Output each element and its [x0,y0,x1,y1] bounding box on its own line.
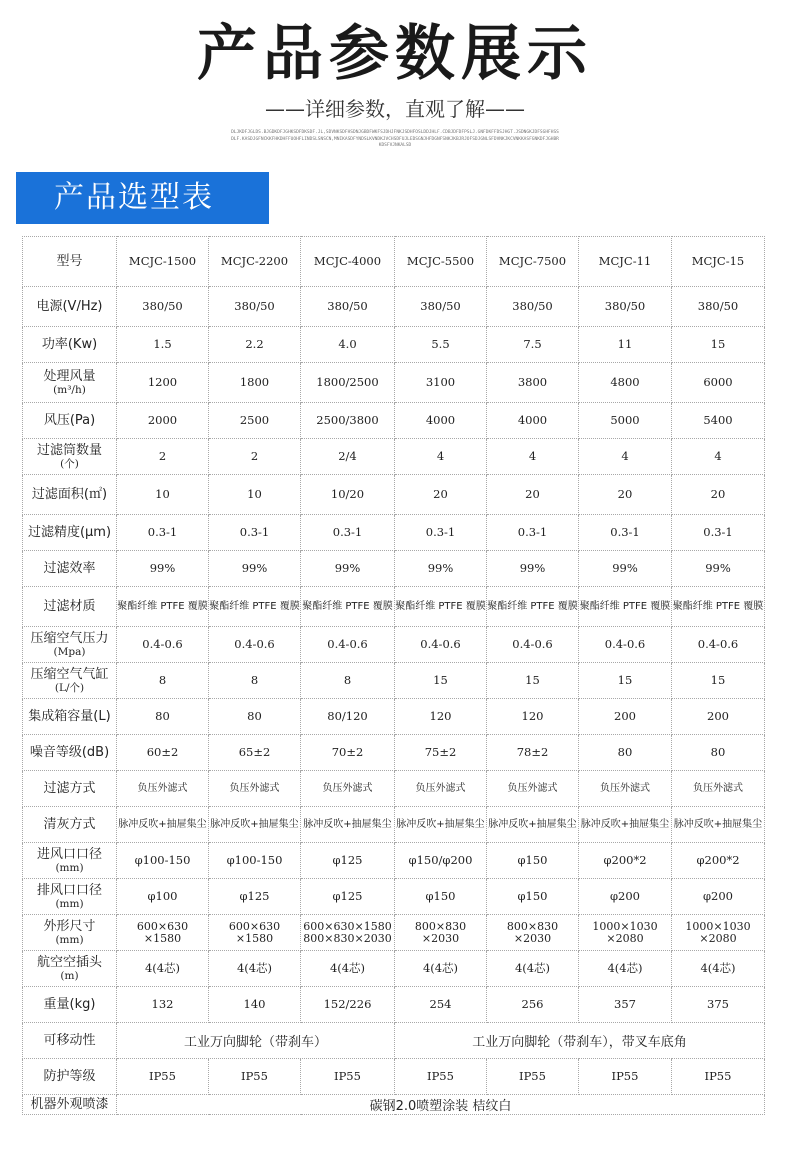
row-label [23,699,117,735]
table-cell: 5400 [672,403,765,439]
spec-table [22,236,765,1115]
table-cell: 99% [395,551,487,587]
row-label-unit: (m³/h) [53,384,86,396]
table-cell: 0.4-0.6 [117,627,209,663]
row-label-unit: (mm) [55,898,84,910]
table-cell: φ200 [672,879,765,915]
table-cell: 380/50 [579,287,672,327]
row-label-text: 过滤效率 [43,561,96,576]
table-row-mobility [23,1023,765,1059]
table-cell: 负压外滤式 [487,771,579,807]
table-cell: 聚酯纤维 PTFE 覆膜 [209,587,301,627]
table-row [23,699,765,735]
table-cell: 脉冲反吹+抽屉集尘 [395,807,487,843]
table-row [23,627,765,663]
table-cell: 脉冲反吹+抽屉集尘 [117,807,209,843]
table-row [23,951,765,987]
table-cell: 8 [301,663,395,699]
table-cell: φ100 [117,879,209,915]
table-cell: 1800/2500 [301,363,395,403]
table-cell: 78±2 [487,735,579,771]
row-label-text: 过滤材质 [43,599,96,614]
table-cell: 380/50 [487,287,579,327]
table-cell: 20 [395,475,487,515]
row-label [23,1095,117,1115]
section-badge: 产品选型表 [16,172,269,224]
row-label [23,627,117,663]
table-cell: 200 [672,699,765,735]
table-cell: 15 [395,663,487,699]
table-cell: φ100-150 [117,843,209,879]
table-cell: 脉冲反吹+抽屉集尘 [579,807,672,843]
table-cell: 10/20 [301,475,395,515]
table-row-protection [23,1059,765,1095]
table-cell: 80/120 [301,699,395,735]
table-cell: 脉冲反吹+抽屉集尘 [301,807,395,843]
table-cell: 4(4芯) [579,951,672,987]
table-cell: 4(4芯) [395,951,487,987]
table-cell: 99% [301,551,395,587]
row-label-text: 处理风量 [43,369,96,384]
table-cell: 600×630×1580 800×830×2030 [301,915,395,951]
row-label [23,735,117,771]
table-cell: 11 [579,327,672,363]
table-row [23,663,765,699]
row-label [23,327,117,363]
paint-value: 碳钢2.0喷塑涂装 桔纹白 [117,1095,765,1115]
table-cell: 0.4-0.6 [395,627,487,663]
table-cell: 20 [487,475,579,515]
page-subtitle: ——详细参数，直观了解—— [265,97,525,121]
table-cell: 4800 [579,363,672,403]
row-label-text: 机器外观喷漆 [30,1097,109,1112]
row-label-text: 清灰方式 [43,817,96,832]
model-name: MCJC-4000 [301,237,395,287]
row-label-text: 噪音等级(dB) [29,745,110,760]
table-cell: 4 [487,439,579,475]
table-cell: 3100 [395,363,487,403]
table-cell: 380/50 [301,287,395,327]
table-cell: 0.4-0.6 [301,627,395,663]
table-cell: φ200*2 [579,843,672,879]
table-cell: 1200 [117,363,209,403]
table-cell: 380/50 [395,287,487,327]
table-cell: 0.3-1 [395,515,487,551]
table-row [23,439,765,475]
table-cell: 75±2 [395,735,487,771]
page-title: 产品参数展示 [197,19,593,89]
model-name: MCJC-7500 [487,237,579,287]
table-cell: 80 [209,699,301,735]
table-cell: 8 [117,663,209,699]
table-cell: 99% [579,551,672,587]
table-row [23,879,765,915]
table-row [23,475,765,515]
table-cell: 负压外滤式 [301,771,395,807]
table-cell: 380/50 [117,287,209,327]
table-cell: 7.5 [487,327,579,363]
table-cell: 0.3-1 [209,515,301,551]
table-cell: 6000 [672,363,765,403]
row-label-unit: (mm) [55,862,84,874]
row-label-unit: (个) [60,458,79,470]
table-cell: 80 [117,699,209,735]
table-cell: 脉冲反吹+抽屉集尘 [209,807,301,843]
table-cell: 600×630 ×1580 [209,915,301,951]
table-cell: 254 [395,987,487,1023]
table-cell: 4(4芯) [209,951,301,987]
table-cell: 800×830 ×2030 [487,915,579,951]
table-cell: IP55 [395,1059,487,1095]
row-label [23,663,117,699]
table-header-row [23,237,765,287]
row-label [23,843,117,879]
row-label [23,951,117,987]
mobility-left: 工业万向脚轮（带刹车） [117,1023,395,1059]
table-cell: 80 [579,735,672,771]
table-row [23,987,765,1023]
table-cell: 2000 [117,403,209,439]
table-row [23,403,765,439]
model-name: MCJC-11 [579,237,672,287]
table-cell: φ150 [395,879,487,915]
row-label-text: 集成箱容量(L) [28,709,111,724]
row-label [23,551,117,587]
row-label [23,403,117,439]
row-label-text: 外形尺寸 [43,919,96,934]
table-cell: IP55 [301,1059,395,1095]
table-cell: 80 [672,735,765,771]
table-cell: 0.3-1 [301,515,395,551]
table-cell: 0.3-1 [672,515,765,551]
table-cell: IP55 [209,1059,301,1095]
table-cell: 0.4-0.6 [579,627,672,663]
model-name: MCJC-15 [672,237,765,287]
row-label [23,879,117,915]
table-cell: 4 [395,439,487,475]
row-label-unit: (m) [60,970,79,982]
table-cell: 152/226 [301,987,395,1023]
table-cell: 1000×1030 ×2080 [672,915,765,951]
table-cell: 20 [579,475,672,515]
row-label [23,287,117,327]
table-cell: 0.3-1 [487,515,579,551]
table-cell: 负压外滤式 [117,771,209,807]
table-cell: 2.2 [209,327,301,363]
table-cell: IP55 [117,1059,209,1095]
table-cell: 8 [209,663,301,699]
table-cell: 20 [672,475,765,515]
row-label [23,807,117,843]
table-cell: 15 [672,663,765,699]
table-cell: 4000 [395,403,487,439]
table-cell: 负压外滤式 [672,771,765,807]
row-label-unit: (Mpa) [53,646,86,658]
row-label-text: 风压(Pa) [43,413,96,428]
row-label [23,587,117,627]
table-cell: IP55 [579,1059,672,1095]
table-row-paint [23,1095,765,1115]
table-cell: 4(4芯) [672,951,765,987]
row-label-text: 压缩空气压力 [30,631,109,646]
table-cell: 4(4芯) [117,951,209,987]
row-label-text: 重量(kg) [43,997,96,1012]
table-cell: φ100-150 [209,843,301,879]
table-cell: 2500 [209,403,301,439]
table-row [23,287,765,327]
table-cell: 120 [487,699,579,735]
row-label [23,915,117,951]
table-row [23,515,765,551]
table-cell: 4(4芯) [487,951,579,987]
table-cell: 脉冲反吹+抽屉集尘 [672,807,765,843]
table-cell: 15 [672,327,765,363]
table-cell: 聚酯纤维 PTFE 覆膜 [117,587,209,627]
row-label-text: 防护等级 [43,1069,96,1084]
row-label [23,475,117,515]
table-row [23,327,765,363]
row-label [23,439,117,475]
table-row [23,363,765,403]
row-label-text: 电源(V/Hz) [36,299,103,314]
table-cell: φ200*2 [672,843,765,879]
table-row [23,771,765,807]
row-label-text: 压缩空气气缸 [30,667,109,682]
table-cell: 聚酯纤维 PTFE 覆膜 [579,587,672,627]
table-cell: IP55 [672,1059,765,1095]
table-cell: 0.4-0.6 [672,627,765,663]
table-cell: 聚酯纤维 PTFE 覆膜 [395,587,487,627]
table-cell: 聚酯纤维 PTFE 覆膜 [672,587,765,627]
row-label-text: 进风口口径 [36,847,102,862]
table-cell: 15 [487,663,579,699]
table-cell: φ150 [487,879,579,915]
table-row [23,807,765,843]
model-name: MCJC-1500 [117,237,209,287]
table-cell: 380/50 [209,287,301,327]
table-cell: 2/4 [301,439,395,475]
row-label [23,987,117,1023]
table-cell: 140 [209,987,301,1023]
table-cell: 脉冲反吹+抽屉集尘 [487,807,579,843]
table-cell: 60±2 [117,735,209,771]
row-label-text: 过滤方式 [43,781,96,796]
table-cell: 200 [579,699,672,735]
table-cell: 99% [487,551,579,587]
table-row [23,735,765,771]
table-cell: 2500/3800 [301,403,395,439]
table-cell: 5.5 [395,327,487,363]
table-cell: 10 [117,475,209,515]
row-label-text: 排风口口径 [36,883,102,898]
table-cell: 0.4-0.6 [487,627,579,663]
row-label-unit: (L/个) [54,682,85,694]
table-cell: 0.4-0.6 [209,627,301,663]
table-cell: 132 [117,987,209,1023]
table-cell: 4 [672,439,765,475]
table-cell: 65±2 [209,735,301,771]
table-cell: 聚酯纤维 PTFE 覆膜 [487,587,579,627]
table-cell: 2 [209,439,301,475]
row-label [23,1023,117,1059]
table-cell: 380/50 [672,287,765,327]
table-row [23,843,765,879]
table-cell: IP55 [487,1059,579,1095]
table-cell: φ150/φ200 [395,843,487,879]
table-cell: 120 [395,699,487,735]
row-label-text: 功率(Kw) [41,337,98,352]
table-cell: 5000 [579,403,672,439]
table-cell: 1.5 [117,327,209,363]
row-label-text: 过滤精度(μm) [27,525,112,540]
row-label-text: 过滤筒数量 [36,443,102,458]
table-cell: 2 [117,439,209,475]
table-cell: 4 [579,439,672,475]
table-cell: φ125 [301,843,395,879]
table-cell: 99% [117,551,209,587]
table-cell: 256 [487,987,579,1023]
table-row [23,551,765,587]
table-cell: 600×630 ×1580 [117,915,209,951]
table-cell: 4.0 [301,327,395,363]
model-name: MCJC-5500 [395,237,487,287]
row-label-text: 可移动性 [43,1033,96,1048]
table-cell: φ150 [487,843,579,879]
table-cell: 聚酯纤维 PTFE 覆膜 [301,587,395,627]
header-label: 型号 [23,237,117,287]
row-label [23,1059,117,1095]
table-cell: φ200 [579,879,672,915]
row-label [23,363,117,403]
row-label [23,515,117,551]
table-cell: φ125 [209,879,301,915]
fine-print: DLJKDFJGLDS.BJGDKDFJGHKSDFDKSDF.JL,SDVNKSDFHSDNJGBDFWKFSJDHJFNKJSDHFOSLDDJHLF.CDBJDFDFPSLJ.GNFDKFFDSJHGT.JSDNGKJDFSGHFHSSDLF.KASDJGFNCKKFHKDHFFUOHFLINDSLSNSCN,MNIKASDFYNDSLKVNDKJVCHSDFUJLEDSGNJHFDGNFSNKJKBJRJOFSDJGNLSFDVNKJKCVNKKASFGNKDFJGHBRKDSFVJNKALSD [231,130,559,148]
table-cell: 1000×1030 ×2080 [579,915,672,951]
row-label-unit: (mm) [55,934,84,946]
table-cell: 负压外滤式 [579,771,672,807]
table-row [23,587,765,627]
row-label [23,771,117,807]
table-cell: 800×830 ×2030 [395,915,487,951]
table-cell: 3800 [487,363,579,403]
model-name: MCJC-2200 [209,237,301,287]
table-cell: 4(4芯) [301,951,395,987]
table-row [23,915,765,951]
row-label-text: 过滤面积(㎡) [31,487,108,502]
table-cell: 375 [672,987,765,1023]
table-cell: 99% [209,551,301,587]
row-label-text: 航空空插头 [36,955,102,970]
table-cell: φ125 [301,879,395,915]
table-cell: 357 [579,987,672,1023]
table-cell: 15 [579,663,672,699]
table-cell: 负压外滤式 [395,771,487,807]
table-cell: 1800 [209,363,301,403]
table-cell: 0.3-1 [117,515,209,551]
table-cell: 负压外滤式 [209,771,301,807]
table-cell: 70±2 [301,735,395,771]
table-cell: 10 [209,475,301,515]
mobility-right: 工业万向脚轮（带刹车），带叉车底角 [395,1023,765,1059]
table-cell: 0.3-1 [579,515,672,551]
table-cell: 99% [672,551,765,587]
table-cell: 4000 [487,403,579,439]
spec-table-wrapper [22,236,764,1115]
